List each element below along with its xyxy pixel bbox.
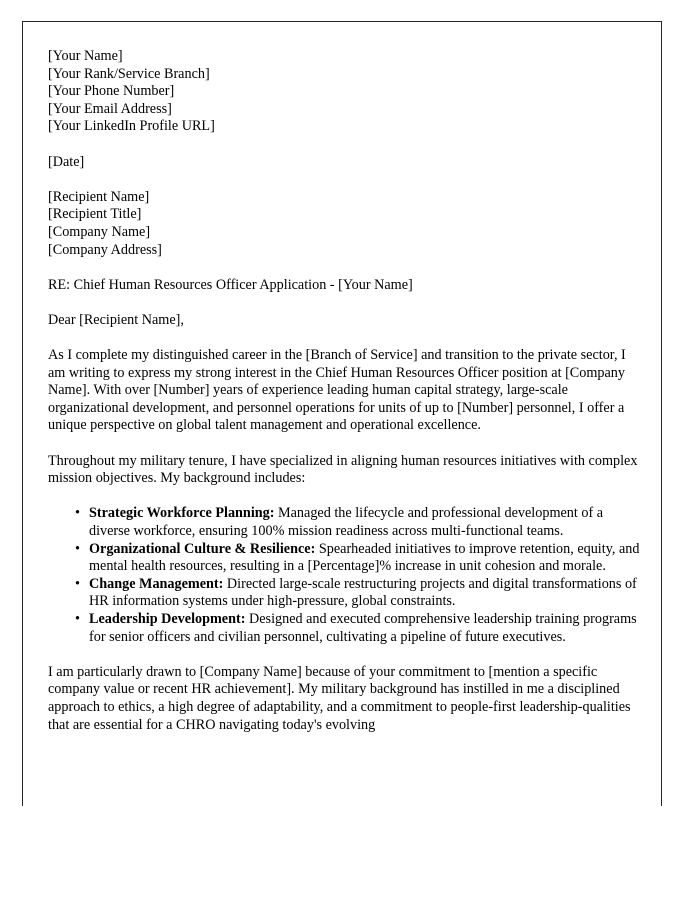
bullet-text-3: Directed large-scale restructuring projects and digital transformations of HR information systems under high-pressure, global constraints. [89,575,637,610]
subject-block [48,277,641,295]
subject-line: RE: Chief Human Resources Officer Application - [Your Name] [48,276,413,293]
spacer-after-recipient [48,259,641,277]
bullet-text-2: Spearheaded initiatives to improve retention, equity, and mental health resources, resulting in a [Percentage]% increase in unit cohesion and morale. [89,540,640,575]
recipient-title-line: [Recipient Title] [48,206,142,223]
sender-email-line: [Your Email Address] [48,100,172,117]
bullet-lead-4: Leadership Development: [89,611,246,627]
spacer-after-sender [48,136,641,154]
sender-linkedin-line: [Your LinkedIn Profile URL] [48,118,215,135]
body-paragraph-1: As I complete my distinguished career in the [Branch of Service] and transition to the private sector, I am writing to express my strong interest in the Chief Human Resources Officer position at [Company Name]. With over [Number] years of experience leading human capital strategy, large-scale organizational development, and personnel operations for units of up to [Number] personnel, I offer a unique perspective on global talent management and operational excellence. [48,347,626,434]
spacer-after-subject [48,294,641,312]
salutation-block [48,312,641,330]
body-paragraph-3: I am particularly drawn to [Company Name] because of your commitment to [mention a specific company value or recent HR achievement]. My military background has instilled in me a disciplined approach to ethics, a high degree of adaptability, and a commitment to people-first leadership-qualities that are essential for a CHRO navigating today's evolving [48,663,631,733]
date-block [48,154,641,172]
sender-phone-line: [Your Phone Number] [48,83,175,100]
bullet-lead-3: Change Management: [89,575,224,592]
sender-rank-line: [Your Rank/Service Branch] [48,65,210,82]
list-item [89,576,641,611]
document-page [22,21,662,806]
spacer-after-date [48,171,641,189]
qualifications-list [48,505,641,646]
body-paragraph-2: Throughout my military tenure, I have specialized in aligning human resources initiatives with complex mission objectives. My background includes: [48,452,638,487]
bullet-lead-2: Organizational Culture & Resilience: [89,540,316,557]
sender-name-line: [Your Name] [48,48,123,64]
sender-address-block [48,48,641,136]
bullet-lead-1: Strategic Workforce Planning: [89,505,275,522]
list-item [89,541,641,576]
document-body [23,22,661,734]
bullet-text-4: Designed and executed comprehensive leadership training programs for senior officers and civilian personnel, cultivating a pipeline of future executives. [89,611,637,645]
recipient-name-line: [Recipient Name] [48,188,150,205]
spacer-after-salutation [48,330,641,348]
date-line: [Date] [48,153,85,170]
list-item [89,505,641,540]
recipient-company-line: [Company Name] [48,223,151,240]
list-item [89,611,641,646]
recipient-address-block [48,189,641,259]
bullet-text-1: Managed the lifecycle and professional development of a diverse workforce, ensuring 100% mission readiness across multi-functional teams. [89,505,604,540]
recipient-company-address-line: [Company Address] [48,241,162,258]
salutation-line: Dear [Recipient Name], [48,311,184,328]
